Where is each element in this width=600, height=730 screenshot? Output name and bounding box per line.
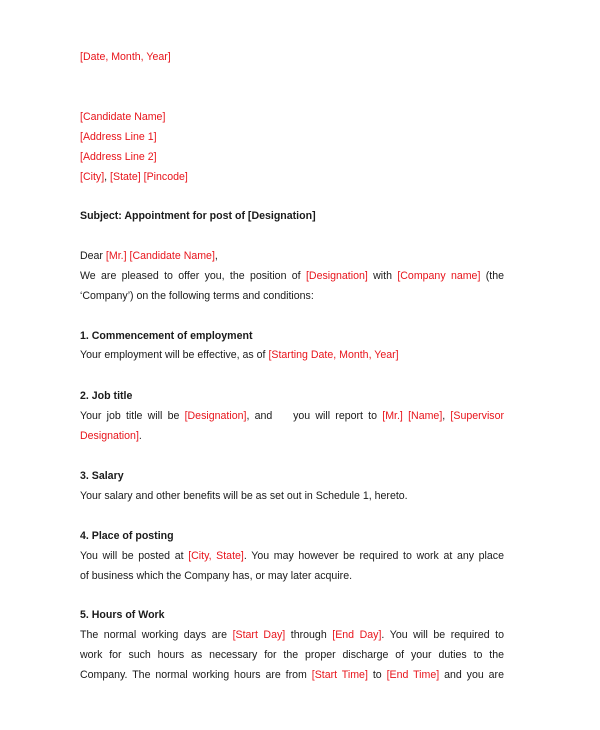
hours-text-b: through — [290, 629, 327, 641]
job-title-text-a: Your job title will be — [80, 410, 180, 422]
pincode-field: Pincode — [146, 171, 185, 183]
job-title-heading: 2. Job title — [80, 390, 133, 402]
company-name-field: Company name — [400, 270, 478, 282]
city-field: City — [82, 171, 102, 183]
job-title-line-1: Your job title will be [Designation], and you will report to [Mr.] [Name], [Supervisor — [80, 410, 505, 422]
job-designation-field: Designation — [187, 410, 244, 422]
intro-line-2: ‘Company’) on the following terms and conditions: — [80, 290, 314, 302]
candidate-name-field: Candidate Name — [82, 111, 163, 123]
posting-line-2: of business which the Company has, or may later acquire. — [80, 570, 353, 582]
intro-text-b: with — [373, 270, 392, 282]
posting-text-b: . You may however be required to work at any place — [243, 550, 504, 562]
candidate-name-line: [Candidate Name] — [80, 111, 166, 123]
hours-text-e: to — [372, 669, 382, 681]
address-line-1: [Address Line 1] — [80, 131, 157, 143]
job-title-line-2: Designation]. — [80, 430, 142, 442]
state-field: State — [113, 171, 138, 183]
address-line-2-field: Address Line 2 — [82, 151, 154, 163]
posting-line-1: You will be posted at [City, State]. You may however be required to work at any place — [80, 550, 504, 562]
intro-text-c: (the — [485, 270, 504, 282]
salutation-line: Dear [Mr.] [Candidate Name], — [80, 250, 218, 262]
posting-heading: 4. Place of posting — [80, 530, 174, 542]
intro-line-1: We are pleased to offer you, the position of [Designation] with [Company name] (the — [80, 270, 504, 282]
hours-text-a: The normal working days are — [80, 629, 228, 641]
intro-text-a: We are pleased to offer you, the position of — [80, 270, 301, 282]
subject-line: Subject: Appointment for post of [Designation] — [80, 210, 316, 222]
city-state-pincode-line: [City], [State] [Pincode] — [80, 171, 188, 183]
hours-text-d: Company. The normal working hours are from — [80, 669, 307, 681]
salutation-prefix: Dear — [80, 250, 103, 262]
designation-field: Designation — [308, 270, 365, 282]
starting-date-field: Starting Date, Month, Year — [271, 349, 396, 361]
hours-line-2: work for such hours as necessary for the proper discharge of your duties to the — [80, 649, 504, 661]
supervisor-designation-field-2: Designation — [80, 430, 136, 442]
job-title-text-b: , and you will report to — [246, 410, 378, 422]
salary-heading: 3. Salary — [80, 470, 124, 482]
salutation-name-field: Candidate Name — [132, 250, 212, 262]
salary-text: Your salary and other benefits will be as set out in Schedule 1, hereto. — [80, 490, 408, 502]
end-day-field: End Day — [335, 629, 379, 641]
date-line: [Date, Month, Year] — [80, 51, 171, 63]
address-line-2: [Address Line 2] — [80, 151, 157, 163]
supervisor-designation-field-1: Supervisor — [453, 410, 505, 422]
date-field: Date, Month, Year — [82, 51, 168, 63]
commencement-heading: 1. Commencement of employment — [80, 330, 253, 342]
supervisor-title-field: Mr. — [385, 410, 400, 422]
hours-text-c: . You will be required to — [381, 629, 504, 641]
salutation-title-field: Mr. — [108, 250, 124, 262]
posting-location-field: City, State — [191, 550, 241, 562]
start-time-field: Start Time — [314, 669, 365, 681]
hours-line-1: The normal working days are [Start Day] through [End Day]. You will be required to — [80, 629, 504, 641]
hours-line-3: Company. The normal working hours are from [Start Time] to [End Time] and you are — [80, 669, 504, 681]
commencement-text-a: Your employment will be effective, as of — [80, 349, 266, 361]
posting-text-a: You will be posted at — [80, 550, 184, 562]
start-day-field: Start Day — [235, 629, 283, 641]
address-line-1-field: Address Line 1 — [82, 131, 154, 143]
hours-heading: 5. Hours of Work — [80, 609, 165, 621]
end-time-field: End Time — [389, 669, 437, 681]
supervisor-name-field: Name — [411, 410, 440, 422]
hours-text-f: and you are — [444, 669, 504, 681]
commencement-text: Your employment will be effective, as of [Starting Date, Month, Year] — [80, 349, 399, 361]
